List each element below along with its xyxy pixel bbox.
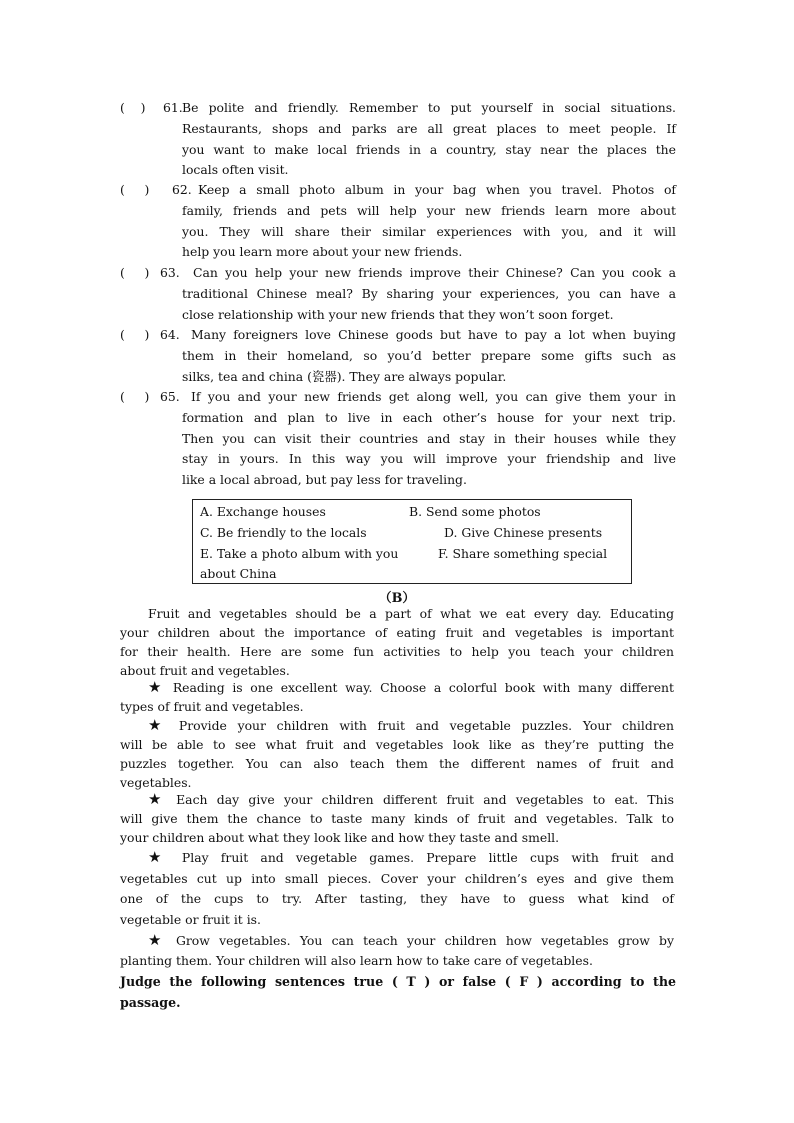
question-number: 65. (160, 389, 180, 404)
option-f-continued: about China (200, 566, 277, 581)
question-text-line: you want to make local friends in a country, stay near the places the (182, 141, 676, 157)
question-text-line: Keep a small photo album in your bag when you travel. Photos of (198, 182, 676, 197)
option-b: B. Send some photos (409, 504, 541, 519)
paragraph-line: types of fruit and vegetables. (120, 699, 304, 714)
question-text-line: silks, tea and china (瓷器). They are always popular. (182, 368, 507, 384)
paragraph-line: vegetables cut up into small pieces. Cover your children’s eyes and give them (120, 871, 674, 886)
star-icon: ★ (148, 931, 167, 949)
question-text-line: stay in yours. In this way you will improve your friendship and live (182, 451, 676, 467)
paragraph-line: puzzles together. You can also teach them the different names of fruit and (120, 756, 674, 771)
paragraph-line: ★ Grow vegetables. You can teach your children how vegetables grow by (148, 931, 674, 949)
instruction-line: passage. (120, 995, 181, 1010)
answer-blank[interactable]: ( ) (120, 389, 150, 404)
paragraph-line: ★ Each day give your children different fruit and vegetables to eat. This (148, 790, 674, 808)
paragraph-line: your children about what they look like and how they taste and smell. (120, 830, 560, 845)
paragraph-line: one of the cups to try. After tasting, they have to guess what kind of (120, 891, 674, 906)
paragraph-line: will be able to see what fruit and vegetables look like as they’re putting the (120, 737, 674, 752)
question-text-line: Restaurants, shops and parks are all great places to meet people. If (182, 120, 676, 136)
question-number: 63. (160, 265, 180, 280)
paragraph-line: about fruit and vegetables. (120, 663, 290, 678)
option-e: E. Take a photo album with you (200, 546, 399, 561)
question-text-line: help you learn more about your new friends. (182, 244, 463, 260)
paragraph-line: vegetables. (120, 775, 192, 790)
options-box (192, 499, 632, 584)
answer-blank[interactable]: ( ) (120, 265, 150, 280)
question-text-line: Be polite and friendly. Remember to put yourself in social situations. (182, 100, 676, 115)
answer-blank[interactable]: ( ) (120, 182, 150, 197)
section-b-title: （B） (378, 591, 416, 606)
paragraph-line: Fruit and vegetables should be a part of what we eat every day. Educating (148, 606, 674, 621)
question-text-line: them in their homeland, so you’d better prepare some gifts such as (182, 347, 676, 363)
paragraph-line: vegetable or fruit it is. (120, 912, 261, 927)
paragraph-line: for their health. Here are some fun activities to help you teach your children (120, 644, 674, 659)
question-text-line: If you and your new friends get along well, you can give them your in (191, 389, 676, 404)
question-number: 62. (172, 182, 192, 197)
question-text-line: like a local abroad, but pay less for traveling. (182, 472, 467, 488)
star-icon: ★ (148, 716, 169, 734)
option-f: F. Share something special (438, 546, 608, 561)
option-c: C. Be friendly to the locals (200, 525, 367, 540)
question-text-line: formation and plan to live in each other’s house for your next trip. (182, 409, 676, 425)
instruction-line: Judge the following sentences true ( T ) or false ( F ) according to the (120, 974, 676, 989)
option-a: A. Exchange houses (200, 504, 326, 519)
question-text-line: family, friends and pets will help your new friends learn more about (182, 202, 676, 218)
star-icon: ★ (148, 848, 170, 866)
question-text-line: Many foreigners love Chinese goods but have to pay a lot when buying (191, 327, 676, 342)
paragraph-line: ★ Provide your children with fruit and vegetable puzzles. Your children (148, 716, 674, 734)
paragraph-line: your children about the importance of eating fruit and vegetables is important (120, 625, 674, 640)
paragraph-line: planting them. Your children will also learn how to take care of vegetables. (120, 953, 593, 968)
paragraph-line: ★ Play fruit and vegetable games. Prepare little cups with fruit and (148, 848, 674, 866)
question-text-line: close relationship with your new friends that they won’t soon forget. (182, 306, 614, 322)
answer-blank[interactable]: ( ) (120, 100, 146, 115)
paragraph-line: ★ Reading is one excellent way. Choose a colorful book with many different (148, 678, 674, 696)
star-icon: ★ (148, 790, 167, 808)
paragraph-line: will give them the chance to taste many kinds of fruit and vegetables. Talk to (120, 811, 674, 826)
question-text-line: traditional Chinese meal? By sharing your experiences, you can have a (182, 285, 676, 301)
question-text-line: locals often visit. (182, 162, 289, 178)
question-text-line: Can you help your new friends improve their Chinese? Can you cook a (193, 265, 676, 280)
option-d: D. Give Chinese presents (444, 525, 603, 540)
question-number: 61. (163, 100, 183, 115)
star-icon: ★ (148, 678, 166, 696)
question-text-line: Then you can visit their countries and stay in their houses while they (182, 430, 676, 446)
answer-blank[interactable]: ( ) (120, 327, 150, 342)
question-text-line: you. They will share their similar experiences with you, and it will (182, 223, 676, 239)
question-number: 64. (160, 327, 180, 342)
